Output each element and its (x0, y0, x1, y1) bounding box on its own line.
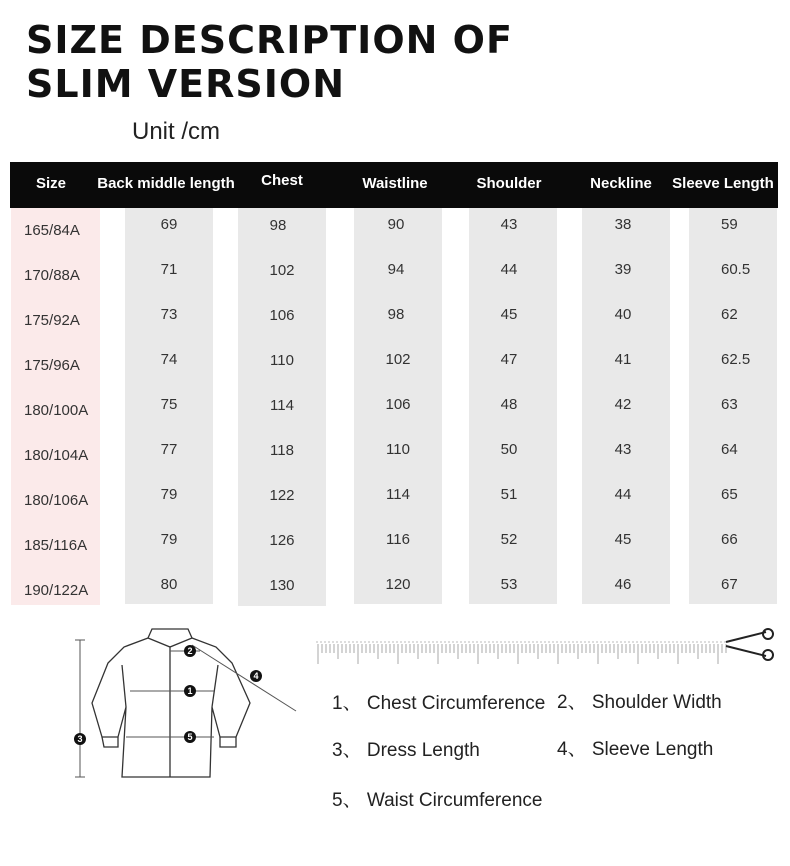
shirt-measurement-diagram (70, 625, 310, 785)
table-cell: 180/100A (24, 402, 89, 419)
legend-shoulder: 2、 Shoulder Width (557, 692, 722, 713)
table-cell: 98 (387, 306, 405, 323)
unit-label: Unit /cm (132, 118, 221, 145)
table-cell: 59 (721, 216, 738, 233)
table-cell: 114 (270, 397, 294, 414)
table-cell: 94 (387, 261, 405, 278)
column-sleeve-length (689, 208, 777, 604)
table-cell: 190/122A (24, 582, 89, 599)
table-cell: 53 (500, 576, 518, 593)
table-cell: 175/92A (24, 312, 80, 329)
table-cell: 80 (160, 576, 178, 593)
marker-4-label: 4 (253, 671, 259, 681)
table-cell: 62.5 (721, 351, 751, 368)
table-cell: 45 (614, 531, 632, 548)
table-cell: 98 (269, 217, 287, 234)
table-cell: 44 (614, 486, 632, 503)
column-size (11, 208, 100, 605)
table-cell: 52 (500, 531, 518, 548)
column-neckline (582, 208, 670, 604)
table-cell: 165/84A (24, 222, 80, 239)
table-cell: 38 (614, 216, 632, 233)
table-cell: 106 (385, 396, 411, 413)
column-shoulder (469, 208, 557, 604)
marker-1-label: 1 (187, 686, 193, 696)
table-cell: 44 (500, 261, 518, 278)
table-cell: 102 (269, 262, 295, 279)
marker-5-label: 5 (187, 732, 193, 742)
table-cell: 180/104A (24, 447, 89, 464)
table-cell: 180/106A (24, 492, 89, 509)
table-cell: 39 (614, 261, 632, 278)
scissors-icon (726, 629, 773, 660)
table-cell: 45 (500, 306, 518, 323)
page-title: SIZE DESCRIPTION OF SLIM VERSION (26, 18, 513, 106)
column-back-middle-length (125, 208, 213, 604)
table-cell: 50 (500, 441, 518, 458)
table-cell: 116 (386, 531, 410, 548)
table-cell: 65 (721, 486, 738, 503)
header-chest: Chest (261, 172, 303, 189)
header-back-middle-length: Back middle length (97, 175, 235, 192)
header-size: Size (35, 175, 66, 192)
header-shoulder: Shoulder (476, 175, 542, 192)
table-cell: 130 (269, 577, 295, 594)
table-cell: 41 (614, 351, 632, 368)
marker-3-label: 3 (77, 734, 83, 744)
table-cell: 48 (500, 396, 518, 413)
table-cell: 40 (614, 306, 632, 323)
marker-2-label: 2 (187, 646, 193, 656)
table-cell: 42 (614, 396, 632, 413)
table-cell: 60.5 (721, 261, 751, 278)
table-cell: 90 (387, 216, 405, 233)
table-cell: 67 (721, 576, 738, 593)
table-cell: 75 (160, 396, 178, 413)
table-cell: 46 (614, 576, 632, 593)
table-cell: 110 (386, 441, 410, 458)
table-cell: 74 (160, 351, 178, 368)
header-sleeve-length: Sleeve Length (672, 175, 774, 192)
column-waistline (354, 208, 442, 604)
table-cell: 106 (269, 307, 295, 324)
table-cell: 126 (269, 532, 295, 549)
header-neckline: Neckline (590, 175, 652, 192)
table-cell: 43 (500, 216, 518, 233)
table-cell: 69 (160, 216, 178, 233)
table-cell: 79 (160, 486, 178, 503)
table-cell: 120 (385, 576, 411, 593)
table-cell: 118 (270, 442, 294, 459)
table-cell: 122 (269, 487, 295, 504)
table-cell: 77 (160, 441, 178, 458)
legend-sleeve: 4、 Sleeve Length (557, 739, 714, 760)
header-waistline: Waistline (362, 175, 428, 192)
table-cell: 47 (500, 351, 518, 368)
legend-length: 3、 Dress Length (332, 740, 480, 761)
table-cell: 185/116A (24, 537, 88, 554)
table-cell: 71 (160, 261, 178, 278)
table-cell: 66 (721, 531, 738, 548)
table-cell: 110 (270, 352, 294, 369)
tape-measure-icon (316, 628, 776, 668)
table-cell: 79 (160, 531, 178, 548)
table-cell: 64 (721, 441, 738, 458)
table-cell: 51 (500, 486, 518, 503)
table-cell: 170/88A (24, 267, 80, 284)
table-cell: 73 (160, 306, 178, 323)
table-cell: 62 (721, 306, 738, 323)
table-cell: 63 (721, 396, 738, 413)
column-chest (238, 208, 326, 606)
table-cell: 43 (614, 441, 632, 458)
table-cell: 175/96A (24, 357, 80, 374)
table-cell: 102 (385, 351, 411, 368)
legend-waist: 5、 Waist Circumference (332, 790, 543, 811)
table-cell: 114 (386, 486, 410, 503)
legend-chest: 1、 Chest Circumference (332, 693, 546, 714)
